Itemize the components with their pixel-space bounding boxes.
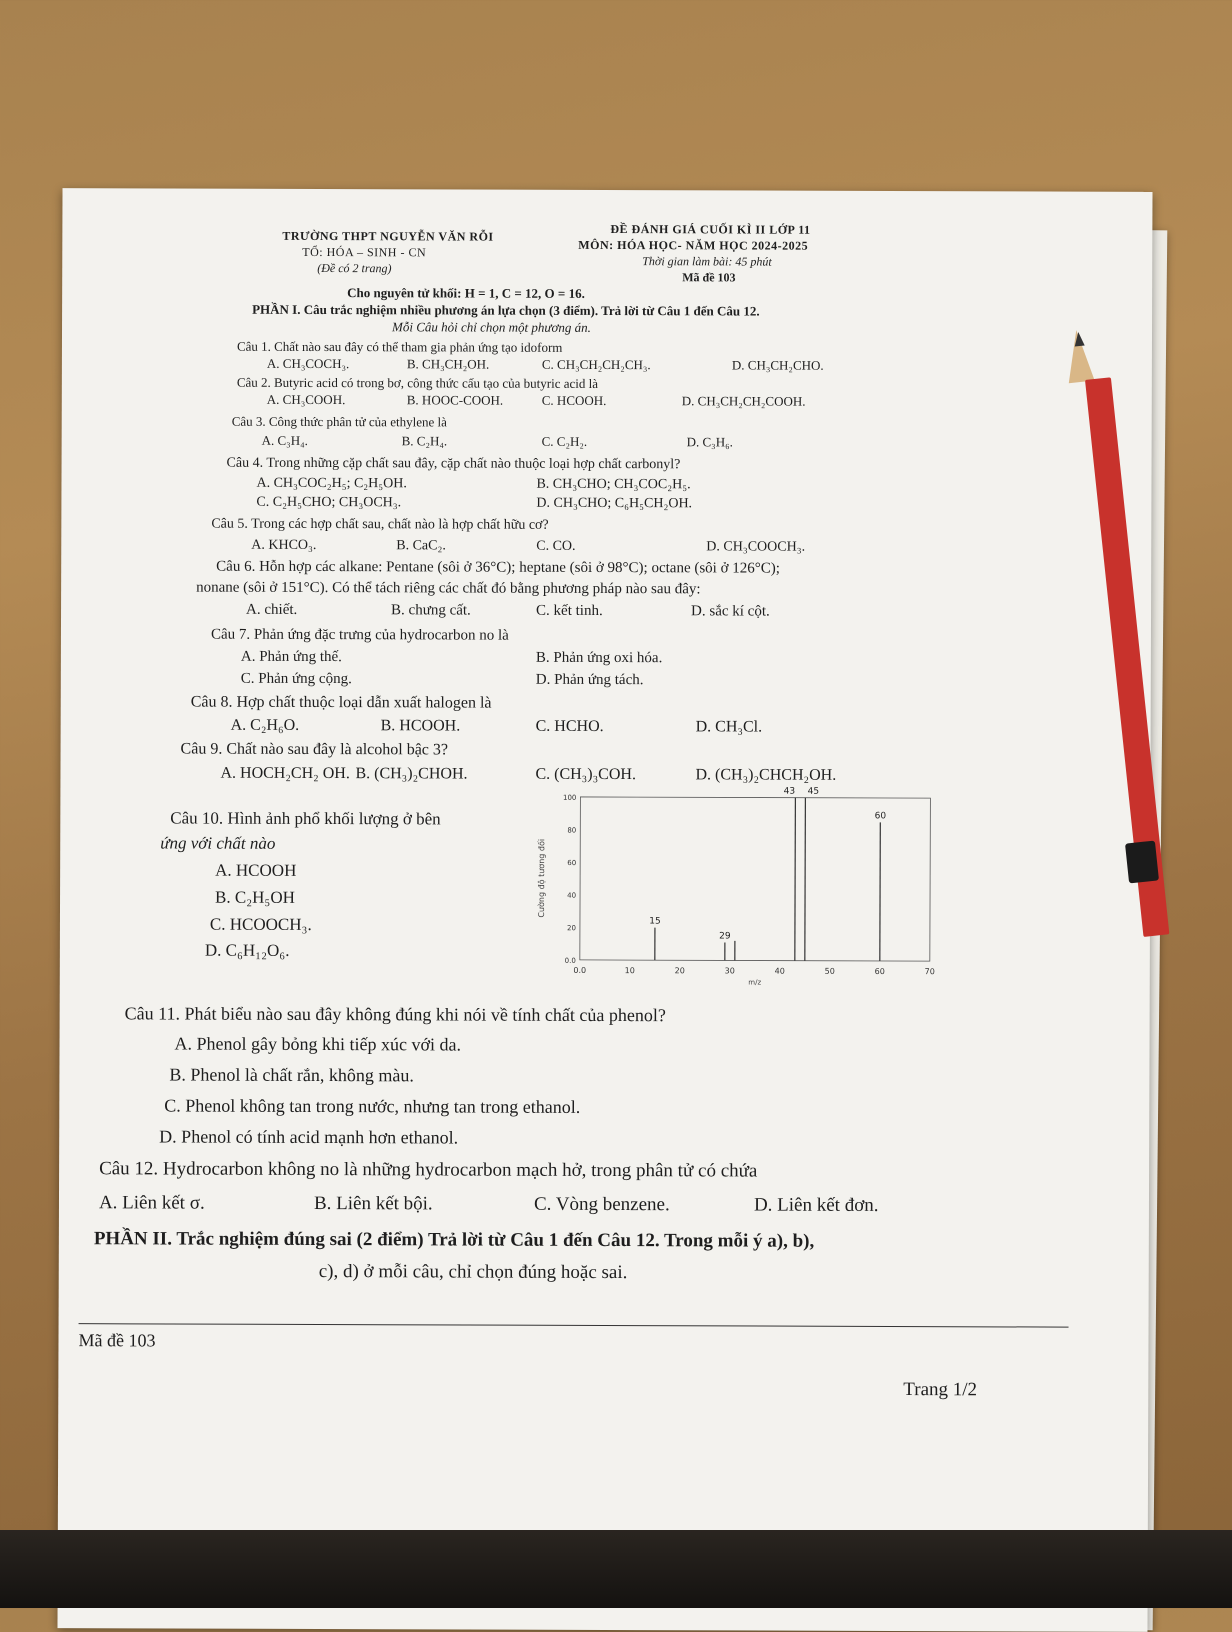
question-7: Câu 7. Phản ứng đặc trưng của hydrocarbon no là [211, 627, 509, 645]
q2-c: C. HCOOH. [542, 393, 607, 409]
part1-sub: Mỗi Câu hỏi chỉ chọn một phương án. [392, 319, 591, 336]
q12-d: D. Liên kết đơn. [754, 1195, 879, 1217]
question-1: Câu 1. Chất nào sau đây có thể tham gia phản ứng tạo idoform [237, 339, 563, 356]
spectrum-peak [805, 798, 806, 961]
q3-d: D. C₃H₆. [687, 434, 733, 450]
department: TỔ: HÓA – SINH - CN [302, 245, 426, 260]
y-tick-label: 40 [567, 892, 576, 900]
q1-d: D. CH₃CH₂CHO. [732, 357, 824, 373]
q7-a: A. Phản ứng thế. [241, 649, 342, 666]
q3-c: C. C₂H₂. [542, 434, 588, 450]
part2-sub: c), d) ở mỗi câu, chỉ chọn đúng hoặc sai. [319, 1261, 628, 1284]
peak-label: 60 [875, 811, 887, 821]
q11-c: C. Phenol không tan trong nước, nhưng tan trong ethanol. [164, 1095, 580, 1117]
peak-label: 45 [808, 787, 819, 797]
q8-b: B. HCOOH. [381, 717, 461, 735]
q4-a: A. CH₃COC₂H₅; C₂H₅OH. [256, 476, 406, 493]
q9-b: B. (CH₃)₂CHOH. [355, 765, 467, 783]
time-limit: Thời gian làm bài: 45 phút [642, 254, 771, 269]
question-3: Câu 3. Công thức phân tử của ethylene là [232, 414, 447, 431]
question-2: Câu 2. Butyric acid có trong bơ, công thức cấu tạo của butyric acid là [237, 375, 598, 392]
x-tick-label: 40 [775, 967, 785, 976]
x-tick-label: 50 [825, 967, 835, 976]
q11-a: A. Phenol gây bỏng khi tiếp xúc với da. [174, 1033, 461, 1055]
q7-d: D. Phản ứng tách. [536, 672, 644, 689]
q6-a: A. chiết. [246, 602, 297, 619]
q2-d: D. CH₃CH₂CH₂COOH. [682, 393, 806, 409]
exam-sheet [57, 188, 1152, 1632]
peak-label: 15 [649, 917, 660, 927]
exam-code: Mã đề 103 [682, 270, 735, 285]
atomic-mass: Cho nguyên tử khối: H = 1, C = 12, O = 16. [347, 285, 585, 302]
question-5: Câu 5. Trong các hợp chất sau, chất nào là hợp chất hữu cơ? [211, 517, 548, 534]
q11-b: B. Phenol là chất rắn, không màu. [169, 1064, 414, 1086]
q6-c: C. kết tinh. [536, 603, 603, 620]
school-name: TRƯỜNG THPT NGUYỄN VĂN RỖI [282, 229, 493, 245]
page-number: Trang 1/2 [903, 1379, 977, 1401]
q5-c: C. CO. [536, 539, 575, 555]
y-tick-label: 0.0 [565, 957, 576, 965]
y-tick-label: 20 [567, 924, 576, 932]
q8-c: C. HCHO. [536, 718, 604, 736]
q3-b: B. C₂H₄. [402, 433, 448, 449]
q2-a: A. CH₃COOH. [267, 392, 346, 408]
q10-d: D. C₆H₁₂O₆. [205, 941, 290, 961]
q8-d: D. CH₃Cl. [696, 718, 763, 736]
question-10-cont: ứng với chất nào [160, 833, 275, 853]
q7-c: C. Phản ứng cộng. [241, 671, 352, 688]
x-axis-label: m/z [748, 979, 761, 987]
mass-spectrum-chart [530, 785, 951, 1001]
q3-a: A. C₃H₄. [262, 433, 308, 449]
question-6-cont: nonane (sôi ở 151°C). Có thể tách riêng các chất đó bằng phương pháp nào sau đây: [196, 580, 701, 599]
subject: MÔN: HÓA HỌC- NĂM HỌC 2024-2025 [578, 238, 808, 254]
q12-b: B. Liên kết bội. [314, 1193, 433, 1215]
q12-a: A. Liên kết σ. [99, 1192, 205, 1214]
exam-title: ĐỀ ĐÁNH GIÁ CUỐI KÌ II LỚP 11 [610, 222, 810, 238]
peak-label: 43 [784, 787, 795, 797]
pencil-band [1125, 841, 1159, 884]
q12-c: C. Vòng benzene. [534, 1194, 670, 1216]
y-tick-label: 80 [567, 826, 576, 834]
q10-a: A. HCOOH [215, 861, 296, 881]
x-tick-label: 0.0 [573, 966, 586, 975]
peak-label: 29 [719, 931, 731, 941]
dark-surface [0, 1530, 1232, 1608]
pencil-lead [1073, 332, 1084, 347]
q6-d: D. sắc kí cột. [691, 603, 770, 620]
plot-frame [580, 797, 931, 961]
q4-b: B. CH₃CHO; CH₃COC₂H₅. [536, 477, 690, 494]
question-9: Câu 9. Chất nào sau đây là alcohol bậc 3? [181, 741, 449, 760]
page-count: (Đề có 2 trang) [317, 261, 391, 276]
question-11: Câu 11. Phát biểu nào sau đây không đúng khi nói về tính chất của phenol? [125, 1003, 666, 1026]
question-8: Câu 8. Hợp chất thuộc loại dẫn xuất halogen là [191, 694, 492, 713]
q9-a: A. HOCH₂CH₂ OH. [220, 765, 349, 783]
y-axis-label: Cường độ tương đối [536, 839, 546, 918]
x-tick-label: 60 [875, 967, 885, 976]
q8-a: A. C₂H₆O. [231, 717, 300, 735]
q1-b: B. CH₃CH₂OH. [407, 356, 489, 372]
q2-b: B. HOOC-COOH. [407, 392, 503, 408]
q4-c: C. C₂H₅CHO; CH₃OCH₃. [256, 495, 401, 512]
footer-code: Mã đề 103 [78, 1330, 155, 1351]
q1-a: A. CH₃COCH₃. [267, 356, 349, 372]
x-tick-label: 30 [725, 966, 735, 975]
footer-rule [79, 1323, 1069, 1327]
q4-d: D. CH₃CHO; C₆H₅CH₂OH. [536, 496, 692, 513]
q7-b: B. Phản ứng oxi hóa. [536, 650, 663, 667]
spectrum-peak [795, 798, 796, 961]
part2-title: PHẦN II. Trắc nghiệm đúng sai (2 điểm) Trả lời từ Câu 1 đến Câu 12. Trong mỗi ý a), b), [94, 1228, 814, 1253]
q1-c: C. CH₃CH₂CH₂CH₃. [542, 357, 651, 373]
q10-b: B. C₂H₅OH [215, 888, 295, 908]
q9-d: D. (CH₃)₂CHCH₂OH. [695, 766, 836, 784]
q11-d: D. Phenol có tính acid mạnh hơn ethanol. [159, 1126, 458, 1148]
part1-title: PHẦN I. Câu trắc nghiệm nhiều phương án lựa chọn (3 điểm). Trả lời từ Câu 1 đến Câu 12. [252, 302, 760, 320]
question-6: Câu 6. Hỗn hợp các alkane: Pentane (sôi ở 36°C); heptane (sôi ở 98°C); octane (sôi ở 126°C); [216, 559, 780, 578]
q9-c: C. (CH₃)₃COH. [535, 766, 636, 784]
q5-b: B. CaC₂. [396, 538, 446, 554]
q5-d: D. CH₃COOCH₃. [706, 539, 805, 555]
q5-a: A. KHCO₃. [251, 538, 316, 554]
x-tick-label: 10 [625, 966, 635, 975]
q10-c: C. HCOOCH₃. [210, 915, 312, 935]
y-tick-label: 60 [567, 859, 576, 867]
question-4: Câu 4. Trong những cặp chất sau đây, cặp chất nào thuộc loại hợp chất carbonyl? [227, 456, 681, 474]
q6-b: B. chưng cất. [391, 602, 471, 619]
question-10: Câu 10. Hình ảnh phổ khối lượng ở bên [170, 808, 440, 829]
y-tick-label: 100 [563, 794, 576, 802]
x-tick-label: 70 [925, 967, 935, 976]
question-12: Câu 12. Hydrocarbon không no là những hydrocarbon mạch hở, trong phân tử có chứa [99, 1158, 757, 1182]
x-tick-label: 20 [675, 966, 685, 975]
